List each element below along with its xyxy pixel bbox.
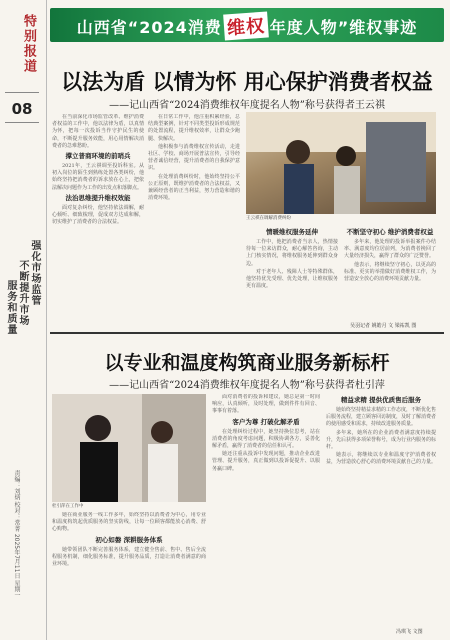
slogan-line: 不断提升市场 (17, 260, 28, 326)
article1-column: 在日常工作中，他注重积累经验，总结典型案例，针对不同类型投诉形成规范的处置流程，提升维权效率，让群众少跑腿、快解决。 他积极参与消费维权宣传活动，走进社区、学校、商场开展普法宣传，引导经营者诚信经营，提升消费者的自我保护意识。 在处理消费纠纷时，他始终坚持公平公正原则，既维护消费者的合法权益，又兼顾经营者的正当利益，努力营造和谐的消费环境。 (148, 114, 240, 202)
section-label: 特别报道 (21, 14, 36, 74)
sidebar-rule (5, 92, 39, 93)
article1-column: 不断坚守初心 维护消费者权益 多年来，他处理的投诉举报案件办结率、满意度均位居前列，为消费者挽回了大量经济损失，赢得了群众的广泛赞誉。 他表示，将继续坚守初心，以更高的标准、更实的举措做好消费维权工作，为营造安全放心的消费环境贡献力量。 (344, 228, 436, 283)
article1-photo-caption: 王云祺在调解消费纠纷 (246, 216, 291, 221)
article1-photo (246, 112, 436, 214)
article1-section-title: 不断坚守初心 维护消费者权益 (346, 228, 434, 236)
article2-photo (52, 394, 206, 502)
article2-column: 她在商业服务一线工作多年，始终坚持以消费者为中心，用专业和温度构筑起优质服务的坚实防线，让每一位顾客都能放心消费、舒心购物。 初心如磐 深耕服务体系 她带领团队不断完善服务体系，建立健全售前、售中、售后全流程服务机制，细化服务标准，提升服务品质，打造让消费者满意的商业环境。 (52, 512, 206, 568)
article1-column: 在当前深化市场监管改革、维护消费者权益的工作中，他以法律为盾，以真情为怀，把每一次投诉当作守护民生的使命，不断提升服务效能，用心用情解决消费者的急难愁盼。 撑立普商环境的前哨兵 2021年，王云祺调至投诉科室。从初入岗位的陌生到熟练处置各类纠纷，他始终坚持把消费者的诉求放在心上，把依法解决问题作为工作的出发点和落脚点。 法治思维提升维权效能 面对复杂纠纷，他坚持依法调解，耐心倾听、细致梳理，促成双方达成和解，切实维护了消费者的合法权益。 (52, 114, 144, 226)
article2-column: 面对消费者的投诉和建议，她总是第一时间响应，认真倾听，及时处理，做到件件有回音、事事有着落。 客户为尊 打破化解矛盾 在处理纠纷过程中，她坚持换位思考，站在消费者的角度考虑问题，积极协调各方，妥善化解矛盾，赢得了消费者的信任和认可。 她还注重从投诉中发现问题，推动企业改进管理、提升服务，真正做到以投诉促提升、以服务赢口碑。 (212, 394, 320, 472)
sidebar-slogan (6, 240, 40, 400)
slogan-line: 服务和质量 (5, 280, 16, 335)
article1-subhead: ——记山西省“2024消费维权年度提名人物”称号获得者王云祺 (109, 100, 385, 111)
banner-suffix: 年度人物”维权事迹 (269, 18, 418, 37)
article2-photo-caption: 杜引萍在工作中 (52, 504, 84, 509)
article2-subhead: ——记山西省“2024消费维权年度提名人物”称号获得者杜引萍 (109, 380, 385, 391)
photo-scene (246, 112, 436, 214)
article-divider (50, 332, 444, 334)
article1-byline: 吴羽记者 姚皓月 文 梁祐凯 图 (350, 323, 417, 329)
article1-column: 情暖维权服务延伸 工作中，他把消费者当亲人，热情接待每一位来访群众，耐心解答咨询，主动上门核实情况，将维权服务延伸到群众身边。 对于老年人、残障人士等特殊群体，他坚持优先受理、优先处理，让维权服务更有温度。 (246, 228, 338, 290)
article1-headline: 以法为盾 以情为怀 用心保护消费者权益 (61, 69, 433, 94)
article2-section-title: 客户为尊 打破化解矛盾 (232, 417, 300, 426)
article2-section-title: 初心如磐 深耕服务体系 (95, 535, 163, 544)
article2-headline: 以专业和温度构筑商业服务新标杆 (104, 352, 390, 374)
photo-scene (52, 394, 206, 502)
banner-highlight: 维权 (223, 11, 269, 40)
slogan-line: 强化市场监管 (29, 240, 40, 306)
article1-section-title: 情暖维权服务延伸 (266, 228, 318, 236)
sidebar-rule (5, 122, 39, 123)
article1-section-title: 法治思维提升维权效能 (65, 193, 131, 202)
page-footer-info: 责编：刘炳 校对：常菁 2025年7月11日 星期一 (13, 470, 20, 599)
banner-title (50, 13, 444, 39)
page-number: 08 (11, 100, 33, 118)
article2-column: 精益求精 提供优质售后服务 她始终坚持精益求精的工作态度，不断优化售后服务流程，建立顾客回访制度，及时了解消费者的使用感受和需求，持续改进服务质量。 多年来，她所在的企业消费者满意度持续提升，先后获得多项荣誉称号，成为行业内服务的标杆。 她表示，将继续以专业和温度守护消费者权益，为营造放心舒心的消费环境贡献自己的力量。 (326, 396, 436, 466)
article2-section-title: 精益求精 提供优质售后服务 (340, 396, 422, 404)
banner-prefix: 山西省“2024消费 (76, 18, 222, 37)
article2-byline: 冯琪飞 文图 (396, 629, 423, 635)
page-sidebar (0, 0, 47, 640)
header-banner (50, 8, 444, 42)
article1-section-title: 撑立普商环境的前哨兵 (65, 152, 131, 161)
